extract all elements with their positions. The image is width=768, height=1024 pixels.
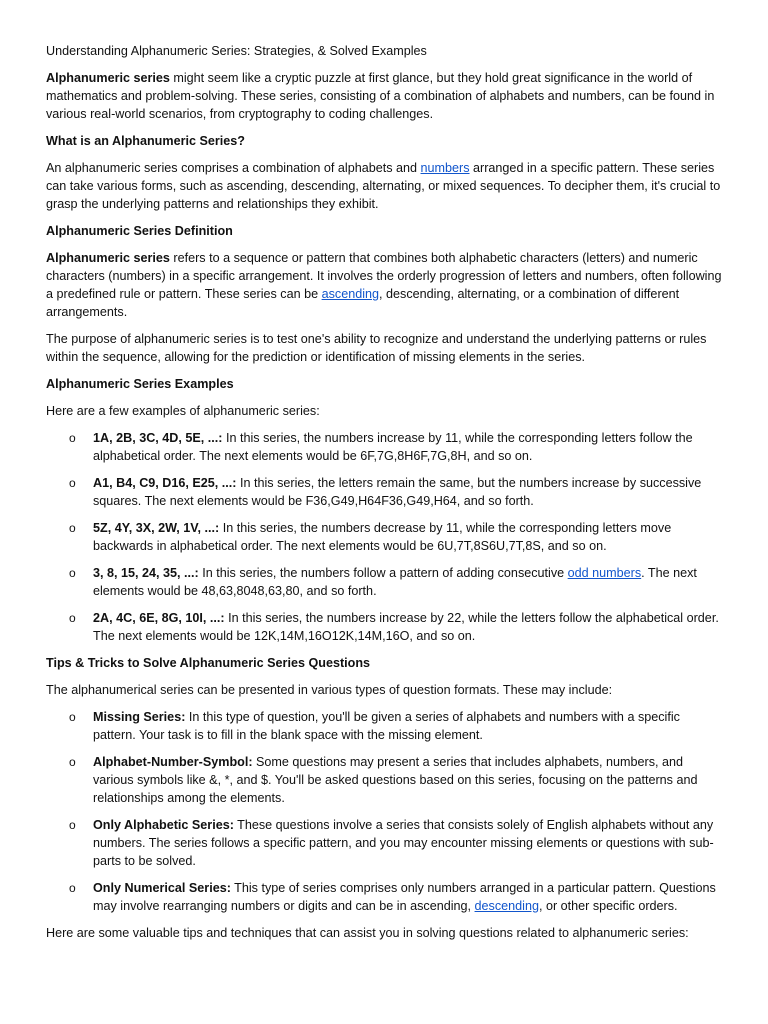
list-item: [46, 816, 726, 870]
bullet-icon: o: [69, 710, 76, 724]
list-item: [46, 519, 726, 555]
bullet-icon: o: [69, 431, 76, 445]
closing-paragraph: Here are some valuable tips and techniques that can assist you in solving questions related to alphanumeric series:: [46, 926, 689, 940]
list-item: [46, 429, 726, 465]
example-label: 2A, 4C, 6E, 8G, 10I, ...:: [93, 611, 225, 625]
list-item: [46, 753, 726, 807]
format-label: Only Alphabetic Series:: [93, 818, 234, 832]
what-text-pre: An alphanumeric series comprises a combination of alphabets and: [46, 161, 421, 175]
format-label: Only Numerical Series:: [93, 881, 231, 895]
intro-bold: Alphanumeric series: [46, 71, 170, 85]
list-item: [46, 609, 726, 645]
intro-paragraph: [46, 69, 726, 123]
example-label: 3, 8, 15, 24, 35, ...:: [93, 566, 199, 580]
format-text: In this type of question, you'll be given a series of alphabets and numbers with a specific pattern. Your task is to fill in the blank space with the missing element.: [93, 710, 680, 742]
formats-list: [46, 708, 726, 915]
odd-numbers-link[interactable]: odd numbers: [567, 566, 642, 580]
bullet-icon: o: [69, 521, 76, 535]
bullet-icon: o: [69, 476, 76, 490]
descending-link[interactable]: descending: [474, 899, 539, 913]
definition-paragraph: [46, 249, 726, 321]
definition-heading: Alphanumeric Series Definition: [46, 224, 233, 238]
examples-heading: Alphanumeric Series Examples: [46, 377, 234, 391]
document-page: [46, 42, 726, 951]
numbers-link[interactable]: numbers: [420, 161, 470, 175]
example-text: In this series, the numbers decrease by 11, while the corresponding letters move backwards in alphabetical order. The next elements would be 6U,7T,8S6U,7T,8S, and so on.: [93, 521, 672, 553]
definition-text-post: , descending, alternating, or a combination of different arrangements.: [46, 287, 680, 319]
examples-intro: Here are a few examples of alphanumeric series:: [46, 404, 320, 418]
list-item: [46, 708, 726, 744]
example-text-post: . The next elements would be 48,63,8048,63,80, and so forth.: [93, 566, 697, 598]
what-heading: What is an Alphanumeric Series?: [46, 134, 245, 148]
tips-intro: The alphanumerical series can be presented in various types of question formats. These may include:: [46, 683, 613, 697]
format-text: These questions involve a series that consists solely of English alphabets without any numbers. The series follows a specific pattern, and you may encounter missing elements or questions with sub-parts to be solved.: [93, 818, 714, 868]
format-label: Missing Series:: [93, 710, 186, 724]
example-text: In this series, the numbers increase by 11, while the corresponding letters follow the alphabetical order. The next elements would be 6F,7G,8H6F,7G,8H, and so on.: [93, 431, 693, 463]
list-item: [46, 474, 726, 510]
example-label: 1A, 2B, 3C, 4D, 5E, ...:: [93, 431, 223, 445]
ascending-link[interactable]: ascending: [321, 287, 380, 301]
examples-list: [46, 429, 726, 645]
format-text-post: , or other specific orders.: [538, 899, 678, 913]
what-paragraph: [46, 159, 726, 213]
list-item: [46, 564, 726, 600]
intro-text: might seem like a cryptic puzzle at first glance, but they hold great significance in the world of mathematics and problem-solving. These series, consisting of a combination of alphabets and numbers, can be found in various real-world scenarios, from cryptography to coding challenges.: [46, 71, 715, 121]
what-text-post: arranged in a specific pattern. These series can take various forms, such as ascending, descending, alternating, or mixed sequences. To decipher them, it's crucial to grasp the underlying patterns and relationships they exhibit.: [46, 161, 721, 211]
list-item: [46, 879, 726, 915]
format-text: Some questions may present a series that includes alphabets, numbers, and various symbols like &, *, and $. You'll be asked questions based on this series, focusing on the patterns and relationships among the elements.: [93, 755, 698, 805]
example-label: 5Z, 4Y, 3X, 2W, 1V, ...:: [93, 521, 220, 535]
format-label: Alphabet-Number-Symbol:: [93, 755, 253, 769]
bullet-icon: o: [69, 755, 76, 769]
document-title: Understanding Alphanumeric Series: Strategies, & Solved Examples: [46, 44, 427, 58]
example-label: A1, B4, C9, D16, E25, ...:: [93, 476, 237, 490]
tips-heading: Tips & Tricks to Solve Alphanumeric Series Questions: [46, 656, 371, 670]
definition-text-pre: refers to a sequence or pattern that combines both alphabetic characters (letters) and numeric characters (numbers) in a specific arrangement. It involves the orderly progression of letters and numbers, often following a predefined rule or pattern. These series can be: [46, 251, 722, 301]
bullet-icon: o: [69, 818, 76, 832]
bullet-icon: o: [69, 566, 76, 580]
definition-bold: Alphanumeric series: [46, 251, 170, 265]
example-text: In this series, the numbers increase by 22, while the letters follow the alphabetical order. The next elements would be 12K,14M,16O12K,14M,16O, and so on.: [93, 611, 719, 643]
example-text: In this series, the letters remain the same, but the numbers increase by successive squares. The next elements would be F36,G49,H64F36,G49,H64, and so forth.: [93, 476, 702, 508]
format-text-pre: This type of series comprises only numbers arranged in a particular pattern. Questions may involve rearranging numbers or digits and can be in ascending,: [93, 881, 716, 913]
purpose-paragraph: The purpose of alphanumeric series is to test one's ability to recognize and understand the underlying patterns or rules within the sequence, allowing for the prediction or identification of missing elements in the series.: [46, 332, 707, 364]
bullet-icon: o: [69, 611, 76, 625]
bullet-icon: o: [69, 881, 76, 895]
example-text-pre: In this series, the numbers follow a pattern of adding consecutive: [198, 566, 568, 580]
